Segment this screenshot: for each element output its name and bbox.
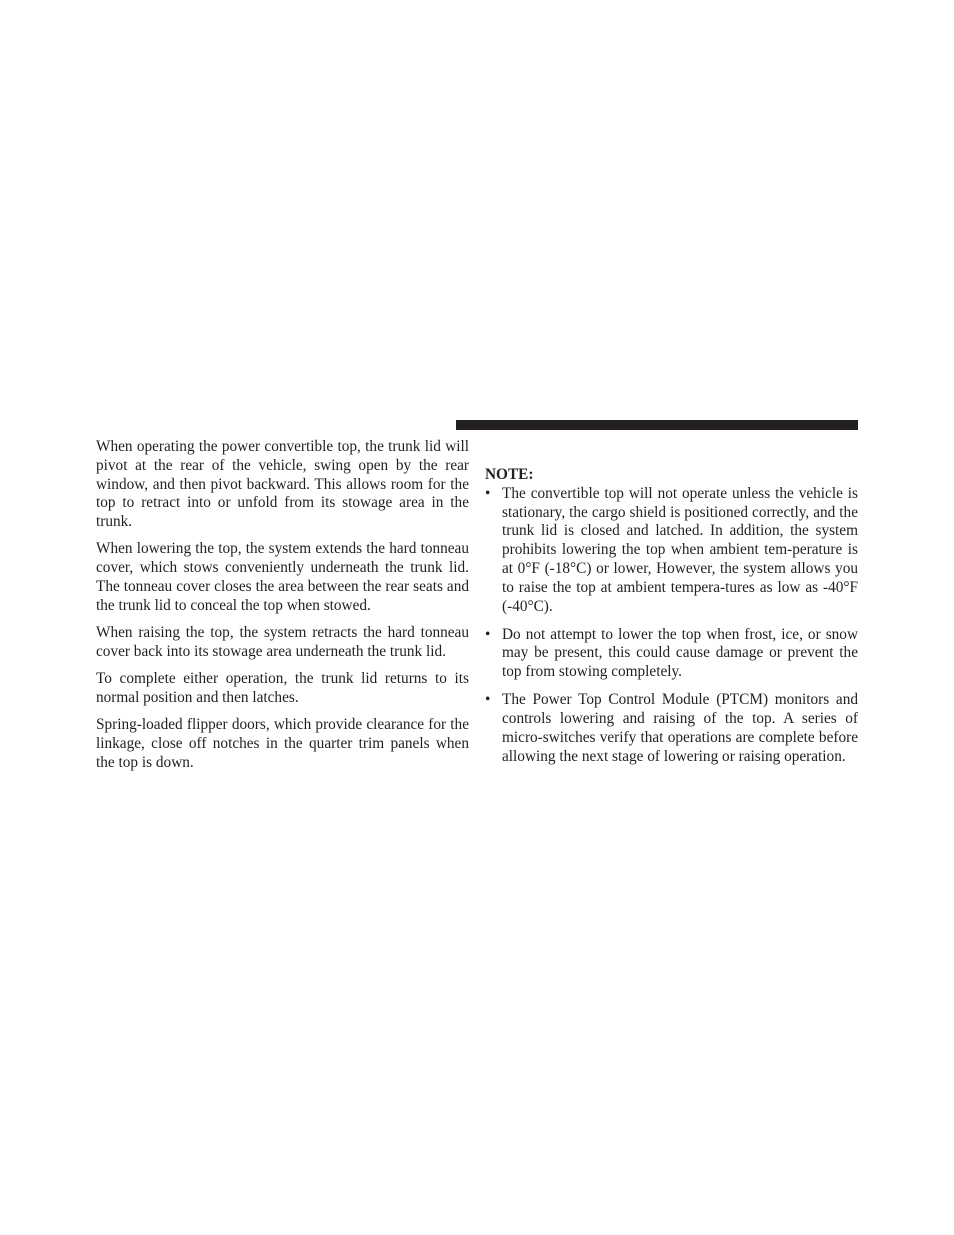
paragraph-flipper-doors: Spring-loaded flipper doors, which provide clearance for the linkage, close off notches in the quarter trim panels when the top is down. [96,715,469,771]
note-label: NOTE: [485,466,534,483]
note-bullet-item [485,626,858,682]
paragraph-trunk-lid-operation: When operating the power convertible top, the trunk lid will pivot at the rear of the vehicle, swing open by the rear window, and then pivot backward. This allows room for the top to retract into or unfold from its stowage area in the trunk. [96,438,469,531]
bullet-icon: • [485,625,491,643]
bullet-text: The convertible top will not operate unless the vehicle is stationary, the cargo shield is positioned correctly, and the trunk lid is closed and latched. In addition, the system prohibits lowering the top when ambient tem-perature is at 0°F (-18°C) or lower, However, the system allows you to raise the top at ambient tempera-tures as low as -40°F (-40°C). [502,484,858,615]
left-column [96,438,469,772]
note-bullet-item [485,691,858,766]
paragraph-raising-top: When raising the top, the system retracts the hard tonneau cover back into its stowage area underneath the trunk lid. [96,623,469,660]
note-bullet-item [485,485,858,617]
section-header-bar [456,420,858,430]
bullet-text: The Power Top Control Module (PTCM) monitors and controls lowering and raising of the top. A series of micro-switches verify that operations are complete before allowing the next stage of lowering or raising operation. [502,691,858,765]
bullet-text: Do not attempt to lower the top when frost, ice, or snow may be present, this could cause damage or prevent the top from stowing completely. [502,625,858,681]
note-bullet-list [485,485,858,767]
bullet-icon: • [485,484,491,502]
paragraph-lowering-top: When lowering the top, the system extends the hard tonneau cover, which stows conveniently underneath the trunk lid. The tonneau cover closes the area between the rear seats and the trunk lid to conceal the top when stowed. [96,540,469,614]
right-column [485,466,858,766]
paragraph-trunk-lid-return: To complete either operation, the trunk lid returns to its normal position and then latches. [96,669,469,706]
bullet-icon: • [485,691,491,709]
